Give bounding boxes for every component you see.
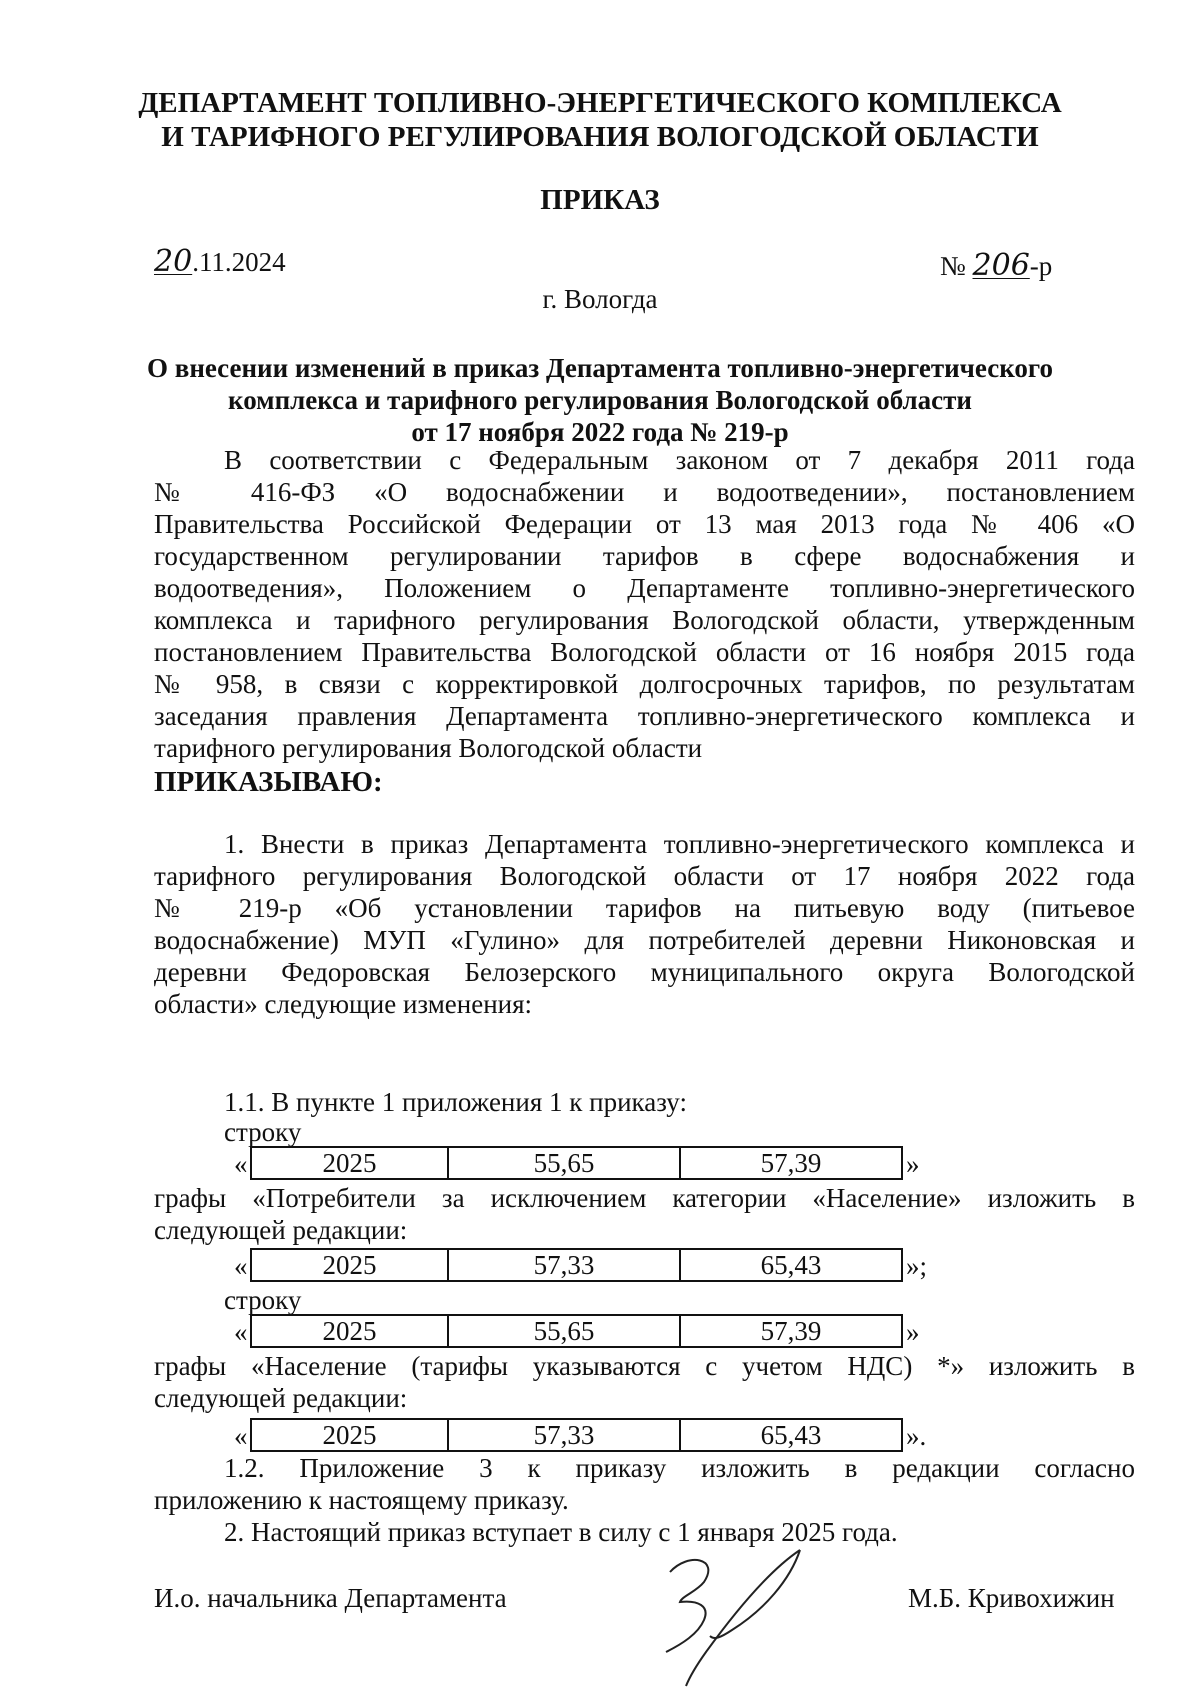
date-day-handwritten: 20 [154,244,193,279]
item-1-line: области» следующие изменения: [154,989,533,1019]
group-2-text [154,1350,1135,1414]
table-2-close-quote: »; [906,1251,928,1281]
number-prefix: № [940,251,973,281]
table-cell-value: 65,43 [680,1249,902,1281]
preamble-line: тарифного регулирования Вологодской области [154,733,703,763]
table-row [251,1147,902,1179]
tariff-table-2 [250,1248,903,1282]
title-line2: комплекса и тарифного регулирования Вологодской области [228,385,972,415]
preamble [154,444,1135,764]
title-line1: О внесении изменений в приказ Департамента топливно-энергетического [146,353,1053,383]
table-cell-value: 55,65 [448,1315,680,1347]
table-3-open-quote: « [234,1317,248,1347]
table-row [251,1249,902,1281]
item-1-2 [154,1452,1135,1516]
tariff-table-4 [250,1418,903,1452]
preamble-line: № 958, в связи с корректировкой долгосрочных тарифов, по результатам [154,669,1135,699]
item-1-line: деревни Федоровская Белозерского муниципального округа Вологодской [154,957,1135,987]
item-1-line: водоснабжение) МУП «Гулино» для потребителей деревни Никоновская и [154,925,1135,955]
table-cell-year: 2025 [251,1147,448,1179]
order-word: ПРИКАЗЫВАЮ: [154,766,383,798]
item-1 [154,828,1135,1020]
document-date [154,246,286,278]
preamble-line: № 416-ФЗ «О водоснабжении и водоотведении», постановлением [154,477,1135,507]
item-1-2-line: 1.2. Приложение 3 к приказу изложить в редакции согласно [224,1453,1135,1483]
preamble-line: постановлением Правительства Вологодской области от 16 ноября 2015 года [154,637,1135,667]
preamble-line: заседания правления Департамента топливно-энергетического комплекса и [154,701,1135,731]
table-4-close-quote: ». [906,1421,927,1451]
table-cell-value: 55,65 [448,1147,680,1179]
table-cell-value: 57,33 [448,1419,680,1451]
item-1-1-intro: 1.1. В пункте 1 приложения 1 к приказу: [224,1087,687,1117]
stroku-label-1: строку [224,1117,302,1147]
stroku-label-2: строку [224,1285,302,1315]
department-header-line1: ДЕПАРТАМЕНТ ТОПЛИВНО-ЭНЕРГЕТИЧЕСКОГО КОМПЛЕКСА [138,87,1062,119]
table-cell-year: 2025 [251,1419,448,1451]
table-cell-value: 65,43 [680,1419,902,1451]
tariff-table-3 [250,1314,903,1348]
group-1-line: графы «Потребители за исключением категории «Население» изложить в [154,1183,1135,1213]
item-1-line: № 219-р «Об установлении тарифов на питьевую воду (питьевое [154,893,1135,923]
date-rest: .11.2024 [192,247,286,277]
group-1-text [154,1182,1135,1246]
signatory-position: И.о. начальника Департамента [154,1583,507,1613]
signatory-name: М.Б. Кривохижин [908,1583,1115,1613]
tariff-table-1 [250,1146,903,1180]
item-1-line: 1. Внести в приказ Департамента топливно-энергетического комплекса и [224,829,1135,859]
table-row [251,1419,902,1451]
number-suffix: -р [1029,251,1053,281]
department-header-line2: И ТАРИФНОГО РЕГУЛИРОВАНИЯ ВОЛОГОДСКОЙ ОБЛАСТИ [161,121,1039,153]
preamble-line: комплекса и тарифного регулирования Вологодской области, утвержденным [154,605,1135,635]
handwritten-signature [640,1540,820,1690]
group-2-line: графы «Население (тарифы указываются с учетом НДС) *» изложить в [154,1351,1135,1381]
table-cell-year: 2025 [251,1249,448,1281]
table-row [251,1315,902,1347]
table-cell-value: 57,39 [680,1315,902,1347]
table-cell-value: 57,39 [680,1147,902,1179]
document-number [940,250,1052,282]
preamble-line: водоотведения», Положением о Департаменте топливно-энергетического [154,573,1135,603]
preamble-line: государственном регулировании тарифов в сфере водоснабжения и [154,541,1135,571]
title-line3: от 17 ноября 2022 года № 219-р [411,417,789,447]
item-1-2-line: приложению к настоящему приказу. [154,1485,569,1515]
table-2-open-quote: « [234,1251,248,1281]
item-1-line: тарифного регулирования Вологодской области от 17 ноября 2022 года [154,861,1135,891]
table-1-close-quote: » [906,1149,920,1179]
table-1-open-quote: « [234,1149,248,1179]
preamble-line: В соответствии с Федеральным законом от 7 декабря 2011 года [224,445,1135,475]
department-header [100,86,1100,154]
table-cell-value: 57,33 [448,1249,680,1281]
table-cell-year: 2025 [251,1315,448,1347]
group-1-line: следующей редакции: [154,1215,408,1245]
table-4-open-quote: « [234,1421,248,1451]
item-2: 2. Настоящий приказ вступает в силу с 1 января 2025 года. [224,1517,898,1547]
number-handwritten: 206 [972,248,1030,283]
document-type: ПРИКАЗ [540,184,660,216]
preamble-line: Правительства Российской Федерации от 13 мая 2013 года № 406 «О [154,509,1135,539]
table-3-close-quote: » [906,1317,920,1347]
document-title [130,352,1070,448]
group-2-line: следующей редакции: [154,1383,408,1413]
city: г. Вологда [542,284,658,314]
